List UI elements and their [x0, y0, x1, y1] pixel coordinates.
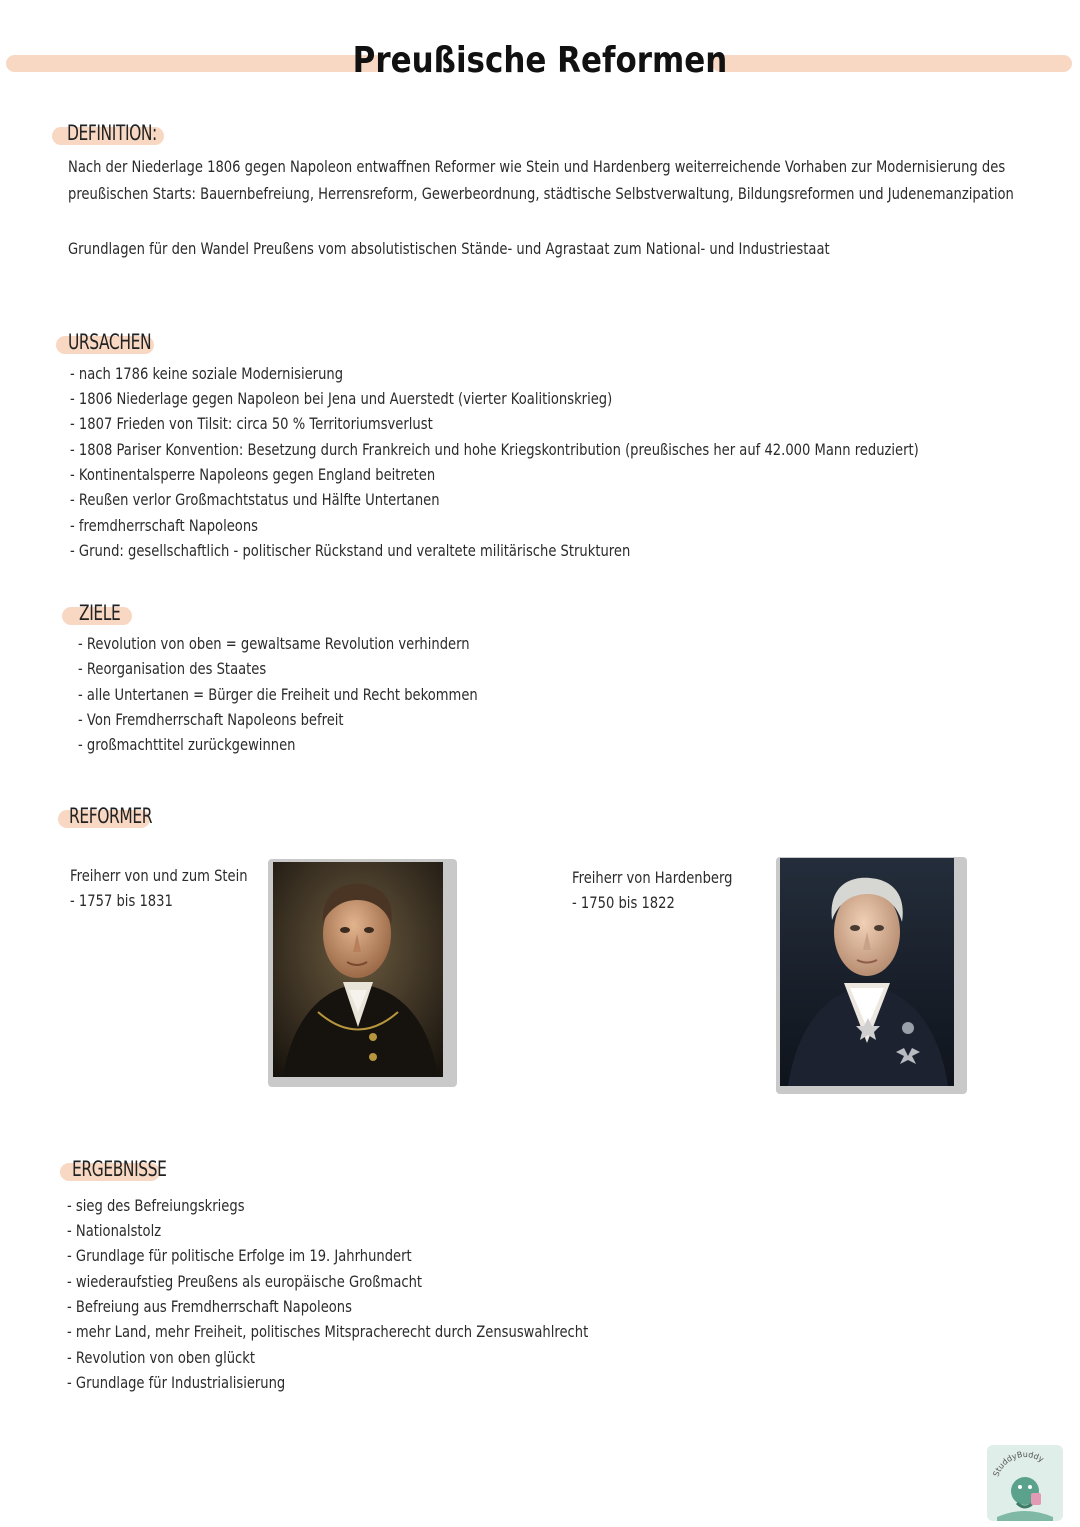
- list-item: - Revolution von oben glückt: [67, 1348, 255, 1367]
- list-item: - Reußen verlor Großmachtstatus und Hälfte Untertanen: [70, 490, 440, 509]
- list-item: - Grundlage für politische Erfolge im 19. Jahrhundert: [67, 1246, 412, 1265]
- list-item: - fremdherrschaft Napoleons: [70, 516, 258, 535]
- list-item: - alle Untertanen = Bürger die Freiheit und Recht bekommen: [78, 685, 478, 704]
- stein-name: Freiherr von und zum Stein: [70, 866, 248, 885]
- definition-line: preußischen Starts: Bauernbefreiung, Herrensreform, Gewerbeordnung, städtische Selbstverwaltung, Bildungsreformen und Judenemanzipation: [68, 184, 1014, 203]
- list-item: - sieg des Befreiungskriegs: [67, 1196, 245, 1215]
- hardenberg-name: Freiherr von Hardenberg: [572, 868, 733, 887]
- stein-portrait: [273, 862, 443, 1077]
- list-item: - nach 1786 keine soziale Modernisierung: [70, 364, 344, 383]
- list-item: - Grund: gesellschaftlich - politischer Rückstand und veraltete militärische Strukturen: [70, 541, 631, 560]
- list-item: - Grundlage für Industrialisierung: [67, 1373, 286, 1392]
- list-item: - wiederaufstieg Preußens als europäische Großmacht: [67, 1272, 423, 1291]
- badge-text: StuddyBuddy: [991, 1449, 1046, 1478]
- list-item: - 1807 Frieden von Tilsit: circa 50 % Territoriumsverlust: [70, 414, 433, 433]
- list-item: - Von Fremdherrschaft Napoleons befreit: [78, 710, 344, 729]
- list-item: - Befreiung aus Fremdherrschaft Napoleons: [67, 1297, 352, 1316]
- list-item: - 1808 Pariser Konvention: Besetzung durch Frankreich und hohe Kriegskontribution (preußisches her auf 42.000 Mann reduziert): [70, 440, 919, 459]
- svg-text:StuddyBuddy: [992, 1450, 1046, 1478]
- list-item: - Revolution von oben = gewaltsame Revolution verhindern: [78, 634, 470, 653]
- list-item: - Kontinentalsperre Napoleons gegen England beitreten: [70, 465, 436, 484]
- stein-dates: - 1757 bis 1831: [70, 891, 173, 910]
- list-item: - Nationalstolz: [67, 1221, 162, 1240]
- list-item: - großmachttitel zurückgewinnen: [78, 735, 296, 754]
- studdybuddy-badge: [987, 1445, 1063, 1521]
- definition-line: Nach der Niederlage 1806 gegen Napoleon entwaffnen Reformer wie Stein und Hardenberg weiterreichende Vorhaben zur Modernisierung des: [68, 157, 1006, 176]
- list-item: - mehr Land, mehr Freiheit, politisches Mitspracherecht durch Zensuswahlrecht: [67, 1322, 589, 1341]
- hardenberg-dates: - 1750 bis 1822: [572, 893, 675, 912]
- page-title: Preußische Reformen: [352, 40, 728, 81]
- list-item: - Reorganisation des Staates: [78, 659, 267, 678]
- list-item: - 1806 Niederlage gegen Napoleon bei Jena und Auerstedt (vierter Koalitionskrieg): [70, 389, 613, 408]
- definition-summary: Grundlagen für den Wandel Preußens vom absolutistischen Stände- und Agrastaat zum National- und Industriestaat: [68, 239, 830, 258]
- hardenberg-portrait: [780, 858, 954, 1086]
